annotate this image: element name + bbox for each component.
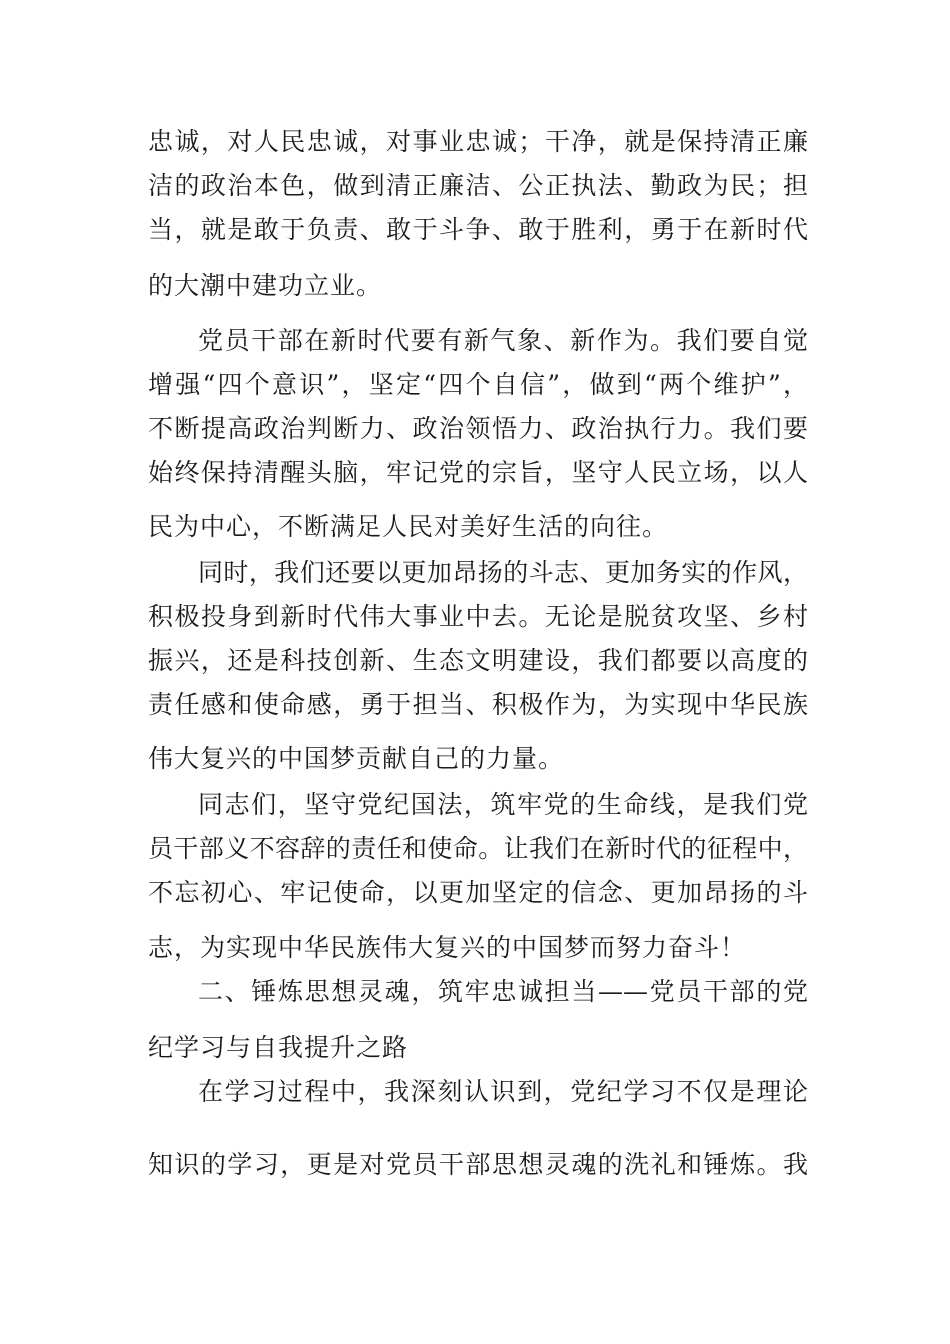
text-line: 民为中心，不断满足人民对美好生活的向往。 (148, 512, 669, 541)
text-line: 员干部义不容辞的责任和使命。让我们在新时代的征程中， (148, 834, 808, 863)
text-line: 始终保持清醒头脑，牢记党的宗旨，坚守人民立场，以人 (148, 458, 808, 487)
paragraph-start-line: 在学习过程中，我深刻认识到，党纪学习不仅是理论 (198, 1077, 808, 1106)
text-line: 知识的学习，更是对党员干部思想灵魂的洗礼和锤炼。我 (148, 1150, 808, 1179)
text-line: 忠诚，对人民忠诚，对事业忠诚；干净，就是保持清正廉 (148, 127, 808, 156)
text-line: 伟大复兴的中国梦贡献自己的力量。 (148, 744, 565, 773)
text-line: 不断提高政治判断力、政治领悟力、政治执行力。我们要 (148, 414, 808, 443)
text-line: 的大潮中建功立业。 (148, 271, 383, 300)
text-line: 不忘初心、牢记使命，以更加坚定的信念、更加昂扬的斗 (148, 878, 808, 907)
text-line: 责任感和使命感，勇于担当、积极作为，为实现中华民族 (148, 690, 808, 719)
text-line: 志，为实现中华民族伟大复兴的中国梦而努力奋斗！ (148, 933, 747, 962)
text-line: 振兴，还是科技创新、生态文明建设，我们都要以高度的 (148, 646, 808, 675)
text-line: 增强“四个意识”，坚定“四个自信”，做到“两个维护”， (148, 370, 808, 399)
paragraph-start-line: 同时，我们还要以更加昂扬的斗志、更加务实的作风， (198, 558, 808, 587)
section-heading-line: 纪学习与自我提升之路 (148, 1033, 409, 1062)
text-line: 积极投身到新时代伟大事业中去。无论是脱贫攻坚、乡村 (148, 602, 808, 631)
paragraph-start-line: 党员干部在新时代要有新气象、新作为。我们要自觉 (198, 326, 808, 355)
section-heading-line: 二、锤炼思想灵魂，筑牢忠诚担当——党员干部的党 (198, 977, 808, 1006)
paragraph-start-line: 同志们，坚守党纪国法，筑牢党的生命线，是我们党 (198, 790, 808, 819)
text-line: 洁的政治本色，做到清正廉洁、公正执法、勤政为民；担 (148, 171, 808, 200)
text-line: 当，就是敢于负责、敢于斗争、敢于胜利，勇于在新时代 (148, 215, 808, 244)
